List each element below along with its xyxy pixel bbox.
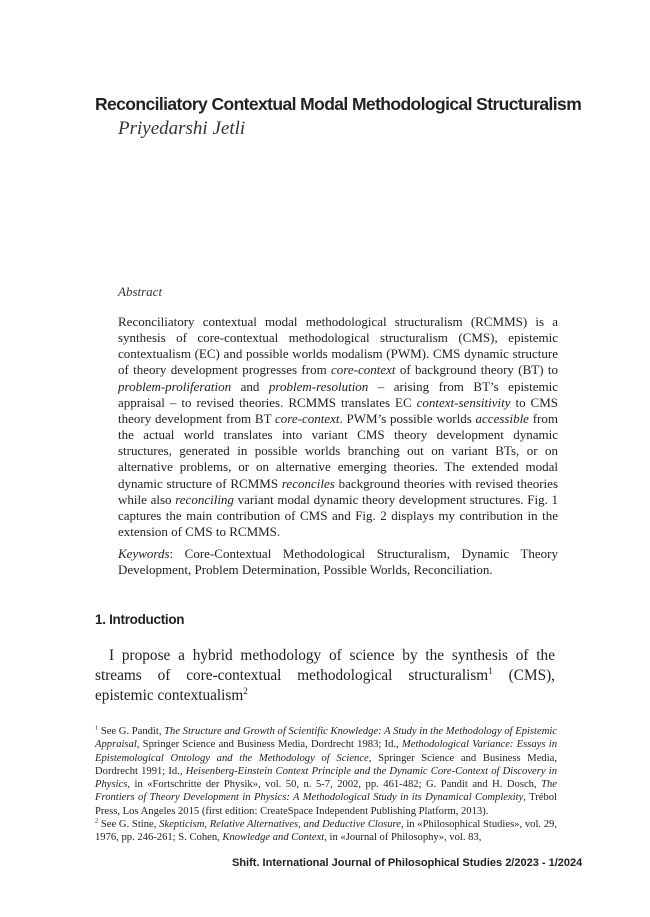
footnote-text-run: , in «Journal of Philosophy», vol. 83, xyxy=(324,832,482,843)
abstract-heading: Abstract xyxy=(118,284,163,299)
abstract-emphasis: reconciling xyxy=(175,491,234,507)
footnote-text-run: , Springer Science and Business Media, Dordrecht 1983; Id., xyxy=(136,739,402,751)
abstract-text-run: to CMS theory development from BT xyxy=(118,394,558,426)
keywords-text: : Core-Contextual Methodological Structuralism, Dynamic Theory Development, Problem Determination, Possible Worlds, Reconciliation. xyxy=(118,546,558,578)
footnote-work-title: The Frontiers of Theory Development in Physics: A Methodological Study in its Dynamical Complexity xyxy=(95,779,557,804)
footnote-text-run: See G. Stine, xyxy=(98,818,160,830)
intro-text-run: I propose a hybrid methodology of science by the synthesis of the streams of core-contextual methodological structuralism xyxy=(95,647,555,684)
intro-text-run: (CMS), epistemic contextualism xyxy=(95,667,555,704)
abstract-text-run: and xyxy=(231,378,269,394)
footnote-text-run: See G. Pandit, xyxy=(98,726,165,737)
abstract-emphasis: accessible xyxy=(475,410,529,426)
abstract-emphasis: problem-resolution xyxy=(268,378,369,394)
footnote-1 xyxy=(95,725,557,818)
abstract-text-run: Reconciliatory contextual modal methodological structuralism (RCMMS) is a synthesis of core-contextual methodological structuralism (CMS), epistemic contextualism (EC) and possible worlds modalism (PWM). CMS dynamic structure of theory development progresses from xyxy=(118,314,558,378)
footnote-work-title: The Structure and Growth of Scientific Knowledge: A Study in the Methodology of Epistemic Appraisal xyxy=(95,726,557,751)
introduction-paragraph xyxy=(95,646,555,706)
abstract-text-run: – arising from BT’s epistemic appraisal – to revised theories. RCMMS translates EC xyxy=(118,378,558,410)
abstract-emphasis: problem-proliferation xyxy=(118,378,232,394)
abstract-text-run: from the actual world translates into variant CMS theory development dynamic structures, generated in possible worlds branching out on variant BTs, or on alternative problems, or on alternative emerging theories. The extended modal dynamic structure of RCMMS xyxy=(118,410,558,491)
footnote-number: 2 xyxy=(95,817,99,825)
paper-title: Reconciliatory Contextual Modal Methodological Structuralism xyxy=(95,94,582,114)
author-name: Priyedarshi Jetli xyxy=(118,118,246,139)
footnotes xyxy=(95,725,557,844)
keywords-label: Keywords xyxy=(118,546,170,561)
footnote-ref-1[interactable]: 1 xyxy=(488,665,493,676)
footnote-work-title: Skepticism, Relative Alternatives, and Deductive Closure xyxy=(159,818,401,830)
footnote-work-title: Methodological Variance: Essays in Epistemological Ontology and the Methodology of Science xyxy=(95,739,557,764)
abstract-text xyxy=(118,314,558,540)
abstract-emphasis: reconciles xyxy=(281,475,335,491)
footnote-text-run: , Trébol Press, Los Angeles 2015 (first edition: CreateSpace Independent Publishing Platform, 2013). xyxy=(95,792,557,817)
footnote-2 xyxy=(95,818,557,845)
footnote-work-title: Knowledge and Context xyxy=(222,832,325,843)
abstract-emphasis: core-context xyxy=(275,410,340,426)
keywords xyxy=(118,546,558,579)
journal-footer: Shift. International Journal of Philosophical Studies 2/2023 - 1/2024 xyxy=(232,857,583,869)
abstract-text-run: of background theory (BT) to xyxy=(395,362,558,378)
abstract-emphasis: core-context xyxy=(331,362,396,378)
footnote-number: 1 xyxy=(95,724,99,732)
abstract-text-run: variant modal dynamic theory development structures. Fig. 1 captures the main contribution of CMS and Fig. 2 displays my contribution in the extension of CMS to RCMMS. xyxy=(118,491,559,540)
abstract-text-run: background theories with revised theories while also xyxy=(118,475,559,507)
section-heading-introduction: 1. Introduction xyxy=(95,612,185,627)
footnote-text-run: , in «Fortschritte der Physik», vol. 50, n. 5-7, 2002, pp. 461-482; G. Pandit and H. Dosch, xyxy=(127,779,542,790)
footnote-ref-2[interactable]: 2 xyxy=(243,685,248,696)
abstract-text-run: . PWM’s possible worlds xyxy=(339,410,476,426)
footnote-text-run: , Springer Science and Business Media, Dordrecht 1991; Id., xyxy=(95,752,557,777)
footnote-work-title: Heisenberg-Einstein Context Principle and the Dynamic Core-Context of Discovery in Physics xyxy=(95,765,557,790)
footnote-text-run: , in «Philosophical Studies», vol. 29, 1976, pp. 246-261; S. Cohen, xyxy=(95,818,558,843)
abstract-emphasis: context-sensitivity xyxy=(416,394,511,410)
